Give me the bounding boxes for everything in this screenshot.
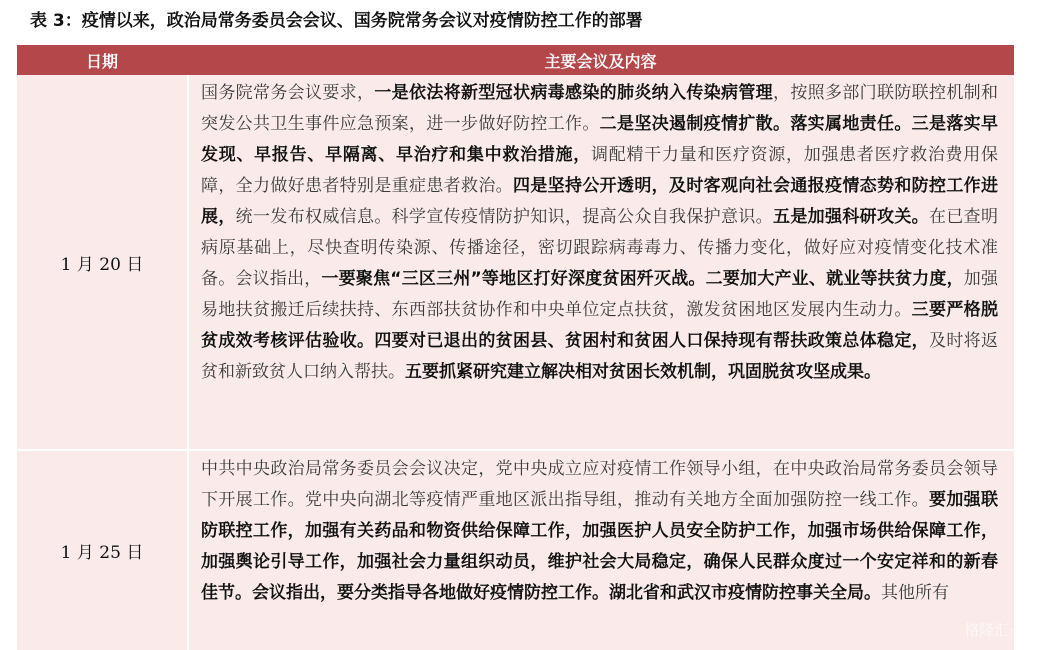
text-segment: 中共中央政治局常务委员会会议决定，党中央成立应对疫情工作领导小组，在中央政治局常务委员会领导下开展工作。党中央向湖北等疫情严重地区派出指导组，推动有关地方全面加强防控一线工作。: [201, 459, 998, 510]
table-row: [17, 75, 1014, 451]
row-date: 1 月 20 日: [17, 75, 189, 449]
row-content: [189, 451, 1014, 650]
bold-text-segment: 一是依法将新型冠状病毒感染的肺炎纳入传染病管理: [374, 83, 774, 103]
row-date: 1 月 25 日: [17, 451, 189, 650]
text-segment: 在已查明病原基础上，尽快查明传染源、传播途径，密切跟踪病毒毒力、传播力变化，做好应对疫情变化技术准备。会议指出，: [201, 207, 999, 289]
meetings-table: [17, 45, 1014, 650]
text-segment: 其他所有: [881, 583, 949, 603]
text-segment: 调配精干力量和医疗资源，加强患者医疗救治费用保障，全力做好患者特别是重症患者救治。: [201, 145, 998, 196]
text-segment: 统一发布权威信息。科学宣传疫情防护知识，提高公众自我保护意识。: [235, 207, 774, 227]
table-header: [17, 45, 1014, 75]
table-row: [17, 451, 1014, 650]
row-content: [189, 75, 1014, 449]
bold-text-segment: 五要抓紧研究建立解决相对贫困长效机制，巩固脱贫攻坚成果。: [405, 362, 881, 382]
text-segment: ，按照多部门联防联控机制和突发公共卫生事件应急预案，进一步做好防控工作。: [201, 83, 999, 134]
header-content: 主要会议及内容: [544, 51, 657, 71]
bold-text-segment: 二是坚决遏制疫情扩散。落实属地责任。三是落实早发现、早报告、早隔离、早治疗和集中救治措施，: [201, 114, 999, 165]
table-caption: 表 3：疫情以来，政治局常务委员会会议、国务院常务会议对疫情防控工作的部署: [30, 11, 643, 31]
text-segment: 国务院常务会议要求，: [201, 83, 375, 103]
header-date: 日期: [85, 51, 118, 71]
bold-text-segment: 要加强联防联控工作，加强有关药品和物资供给保障工作，加强医护人员安全防护工作，加强市场供给保障工作，加强舆论引导工作，加强社会力量组织动员，维护社会大局稳定，确保人民群众度过一个安定祥和的新春佳节。会议指出，要分类指导各地做好疫情防控工作。湖北省和武汉市疫情防控事关全局。: [201, 490, 999, 603]
bold-text-segment: 四是坚持公开透明，及时客观向社会通报疫情态势和防控工作进展，: [201, 176, 998, 227]
watermark: 格隆汇·家: [964, 621, 1029, 639]
text-segment: 加强易地扶贫搬迁后续扶持、东西部扶贫协作和中央单位定点扶贫，激发贫困地区发展内生动力。: [201, 269, 998, 320]
bold-text-segment: 一要聚焦“三区三州”等地区打好深度贫困歼灭战。二要加大产业、就业等扶贫力度，: [321, 269, 964, 289]
bold-text-segment: 五是加强科研攻关。: [773, 207, 930, 227]
bold-text-segment: 三要严格脱贫成效考核评估验收。四要对已退出的贫困县、贫困村和贫困人口保持现有帮扶政策总体稳定，: [201, 300, 999, 351]
text-segment: 及时将返贫和新致贫人口纳入帮扶。: [201, 331, 999, 382]
